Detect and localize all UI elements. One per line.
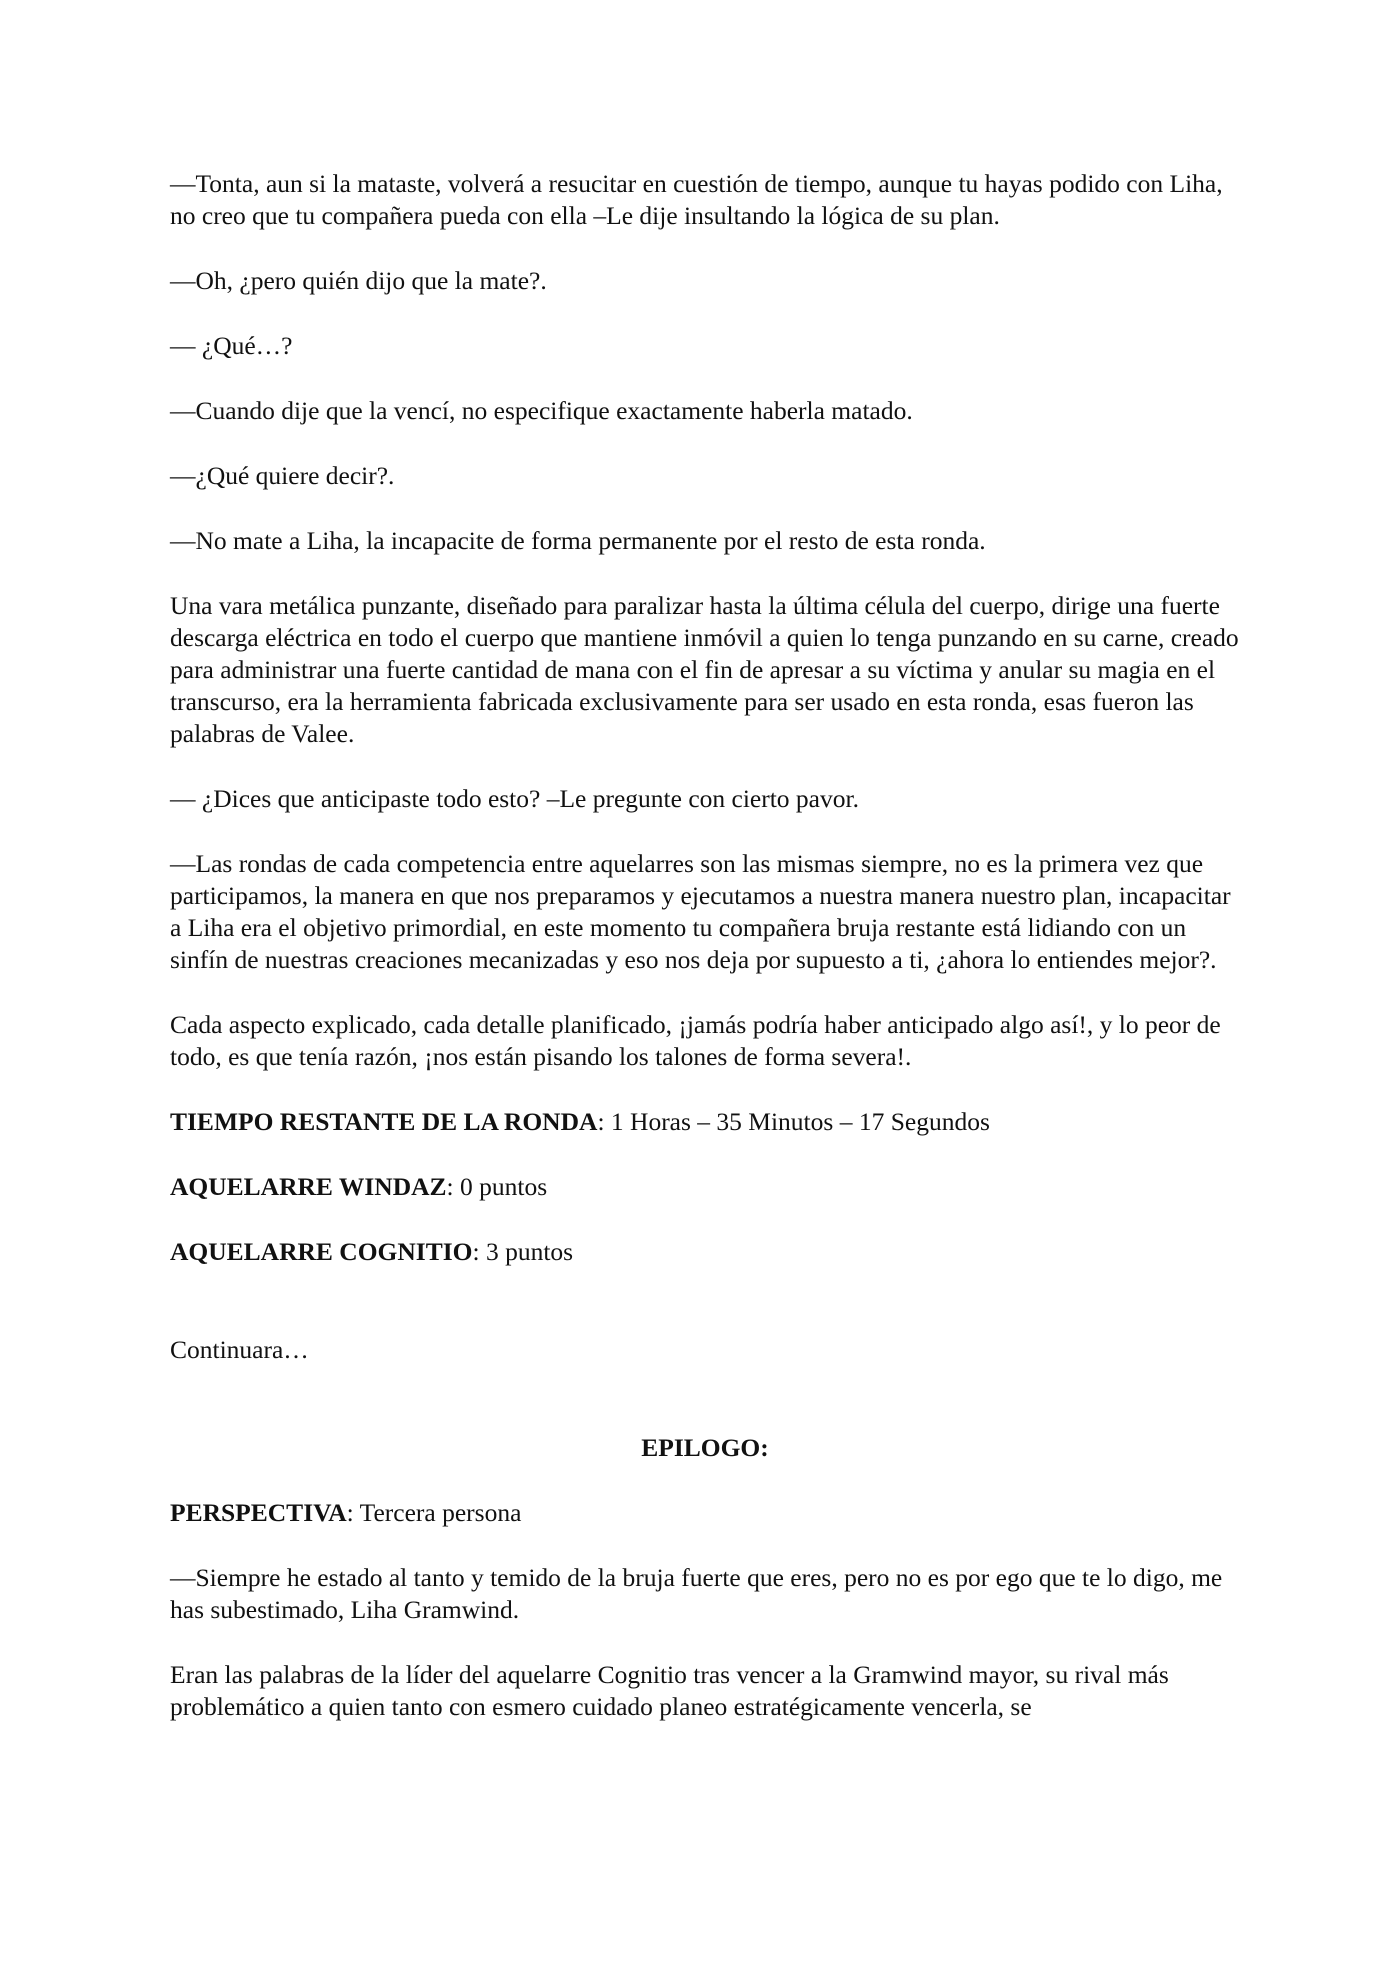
paragraph-9: —Las rondas de cada competencia entre aquelarres son las mismas siempre, no es la primera vez que participamos, la manera en que nos preparamos y ejecutamos a nuestra manera nuestro plan, incapacitar a Liha era el objetivo primordial, en este momento tu compañera bruja restante está lidiando con un sinfín de nuestras creaciones mecanizadas y eso nos deja por supuesto a ti, ¿ahora lo entiendes mejor?. [170, 849, 1231, 974]
epilogue-paragraph-2: Eran las palabras de la líder del aquelarre Cognitio tras vencer a la Gramwind mayor, su rival más problemático a quien tanto con esmero cuidado planeo estratégicamente vencerla, se [170, 1660, 1169, 1721]
windaz-score-label: AQUELARRE WINDAZ [170, 1172, 447, 1201]
document-body [170, 168, 1240, 1756]
epilogue-heading [170, 1432, 1240, 1464]
cognitio-score-label: AQUELARRE COGNITIO [170, 1237, 473, 1266]
epilogue-heading-colon: : [760, 1433, 769, 1462]
cognitio-score-value: : 3 puntos [472, 1237, 574, 1266]
windaz-score-line [170, 1171, 1240, 1203]
epilogue-heading-text: EPILOGO [641, 1433, 761, 1462]
paragraph-7: Una vara metálica punzante, diseñado para paralizar hasta la última célula del cuerpo, dirige una fuerte descarga eléctrica en todo el cuerpo que mantiene inmóvil a quien lo tenga punzando en su carne, creado para administrar una fuerte cantidad de mana con el fin de apresar a su víctima y anular su magia en el transcurso, era la herramienta fabricada exclusivamente para ser usado en esta ronda, esas fueron las palabras de Valee. [170, 591, 1239, 748]
time-remaining-label: TIEMPO RESTANTE DE LA RONDA [170, 1107, 598, 1136]
perspective-label: PERSPECTIVA [170, 1498, 347, 1527]
paragraph-3: — ¿Qué…? [170, 331, 293, 360]
paragraph-6: —No mate a Liha, la incapacite de forma permanente por el resto de esta ronda. [170, 526, 986, 555]
paragraph-4: —Cuando dije que la vencí, no especifique exactamente haberla matado. [170, 396, 913, 425]
cognitio-score-line [170, 1236, 1240, 1268]
time-remaining-line [170, 1106, 1240, 1138]
perspective-line [170, 1497, 1240, 1529]
paragraph-10: Cada aspecto explicado, cada detalle planificado, ¡jamás podría haber anticipado algo así!, y lo peor de todo, es que tenía razón, ¡nos están pisando los talones de forma severa!. [170, 1010, 1221, 1071]
paragraph-2: —Oh, ¿pero quién dijo que la mate?. [170, 266, 547, 295]
windaz-score-value: : 0 puntos [446, 1172, 548, 1201]
paragraph-8: — ¿Dices que anticipaste todo esto? –Le pregunte con cierto pavor. [170, 784, 859, 813]
paragraph-1: —Tonta, aun si la mataste, volverá a resucitar en cuestión de tiempo, aunque tu hayas podido con Liha, no creo que tu compañera pueda con ella –Le dije insultando la lógica de su plan. [170, 169, 1223, 230]
epilogue-paragraph-1: —Siempre he estado al tanto y temido de la bruja fuerte que eres, pero no es por ego que te lo digo, me has subestimado, Liha Gramwind. [170, 1563, 1223, 1624]
continue-text: Continuara… [170, 1335, 309, 1364]
paragraph-5: —¿Qué quiere decir?. [170, 461, 395, 490]
time-remaining-value: : 1 Horas – 35 Minutos – 17 Segundos [597, 1107, 990, 1136]
perspective-value: : Tercera persona [346, 1498, 522, 1527]
